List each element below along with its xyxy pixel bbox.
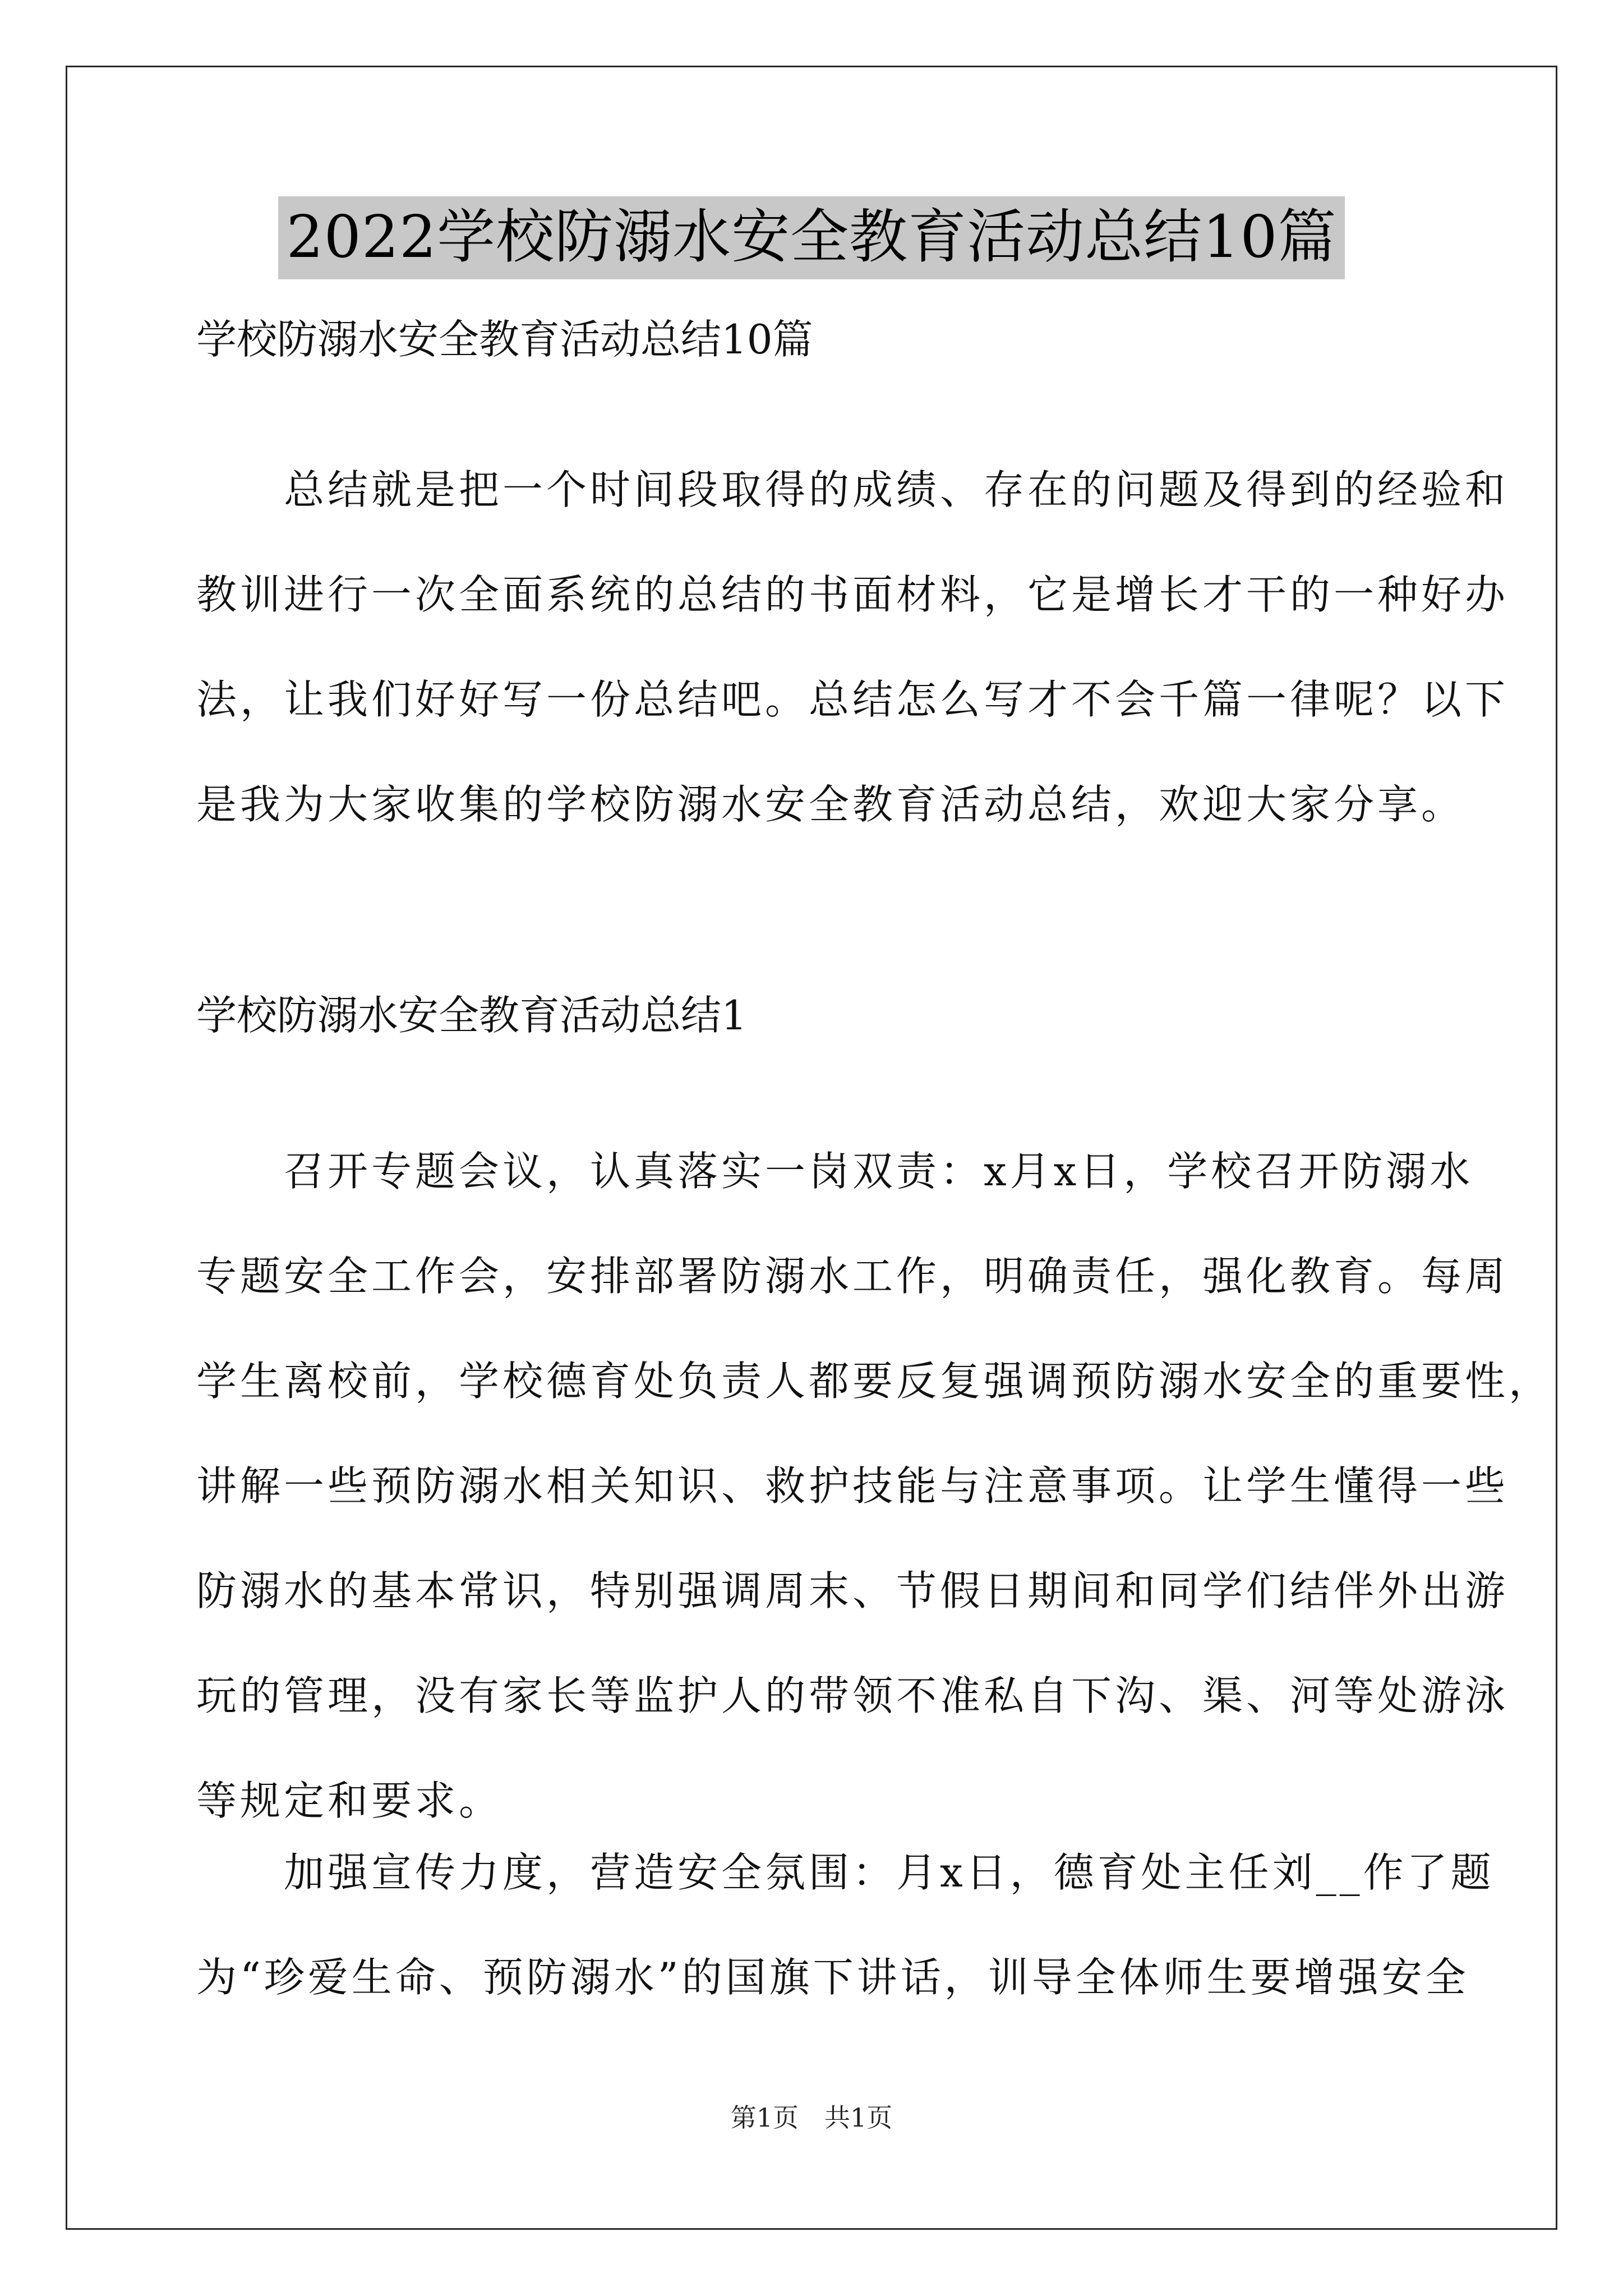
paragraph-line: 等规定和要求。 [196, 1777, 503, 1824]
paragraph-line: 为“珍爱生命、预防溺水”的国旗下讲话，训导全体师生要增强安全 [196, 1954, 1469, 2001]
page-footer: 第1页 共1页 [730, 2102, 893, 2133]
intro-line: 法，让我们好好写一份总结吧。总结怎么写才不会千篇一律呢？以下 [196, 676, 1509, 723]
paragraph-line: 玩的管理，没有家长等监护人的带领不准私自下沟、渠、河等处游泳 [196, 1672, 1509, 1719]
body-paragraph-1 [196, 1119, 1553, 1853]
body-paragraph-2 [196, 1820, 1495, 2030]
paragraph-line: 学生离校前，学校德育处负责人都要反复强调预防溺水安全的重要性， [196, 1358, 1553, 1405]
paragraph-line: 讲解一些预防溺水相关知识、救护技能与注意事项。让学生懂得一些 [196, 1462, 1509, 1510]
paragraph-line: 召开专题会议，认真落实一岗双责：x月x日，学校召开防溺水 [196, 1148, 1474, 1195]
paragraph-line: 防溺水的基本常识，特别强调周末、节假日期间和同学们结伴外出游 [196, 1567, 1509, 1614]
intro-paragraph [196, 438, 1509, 857]
section-heading: 学校防溺水安全教育活动总结1 [196, 992, 747, 1039]
document-subtitle: 学校防溺水安全教育活动总结10篇 [196, 316, 813, 363]
paragraph-line: 专题安全工作会，安排部署防溺水工作，明确责任，强化教育。每周 [196, 1253, 1509, 1300]
intro-line: 是我为大家收集的学校防溺水安全教育活动总结，欢迎大家分享。 [196, 781, 1465, 828]
intro-line: 教训进行一次全面系统的总结的书面材料，它是增长才干的一种好办 [196, 571, 1509, 618]
intro-line: 总结就是把一个时间段取得的成绩、存在的问题及得到的经验和 [196, 466, 1509, 513]
title-container [0, 196, 1623, 279]
paragraph-line: 加强宣传力度，营造安全氛围：月x日，德育处主任刘__作了题 [196, 1849, 1495, 1896]
document-title: 2022学校防溺水安全教育活动总结10篇 [278, 196, 1344, 279]
